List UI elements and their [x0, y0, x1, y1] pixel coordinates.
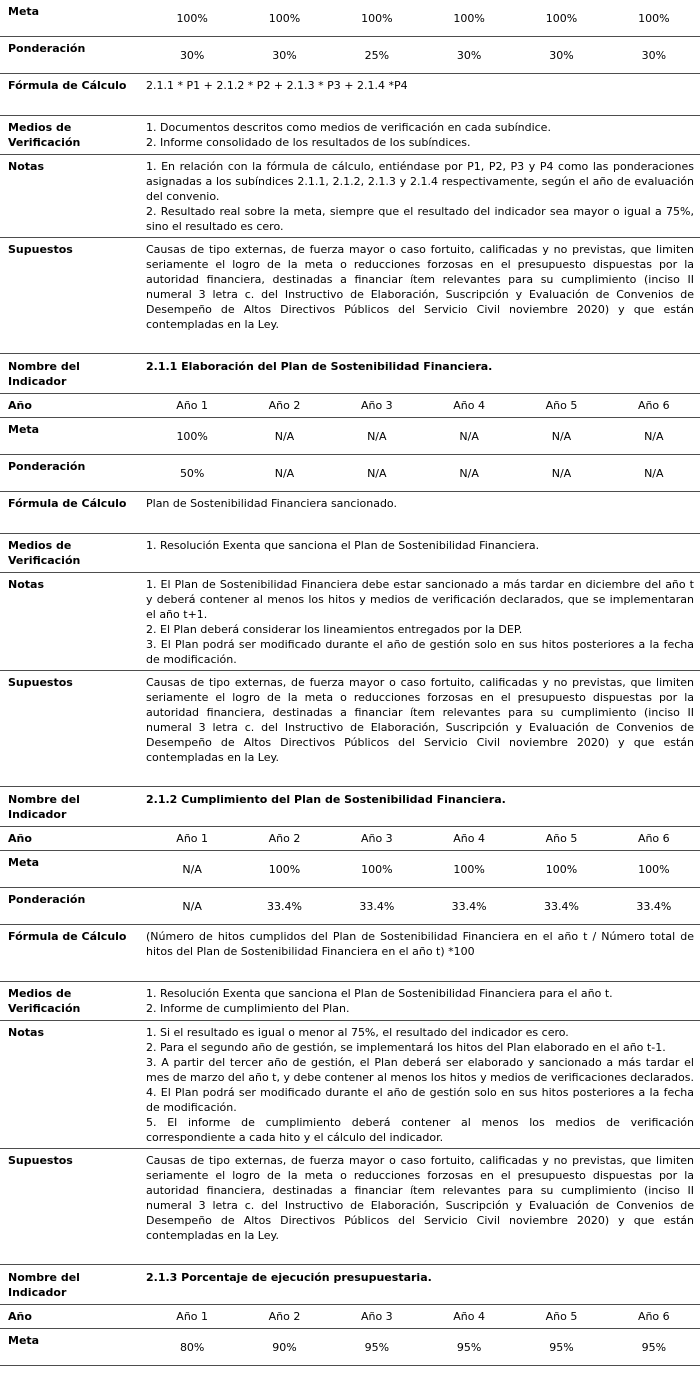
row-label: Ponderación	[8, 893, 86, 906]
table-row	[0, 1265, 700, 1304]
table-row	[0, 826, 700, 850]
value-cell: 33.4%	[544, 900, 579, 913]
row-label: Meta	[8, 5, 40, 18]
value-cell: N/A	[367, 467, 387, 480]
indicator-table	[0, 786, 700, 1246]
indicator-name: 2.1.2 Cumplimiento del Plan de Sostenibilidad Financiera.	[146, 793, 506, 806]
value-cell: N/A	[274, 430, 295, 443]
value-cell: 100%	[268, 863, 301, 876]
row-content	[146, 851, 700, 887]
value-cell: 90%	[272, 1341, 297, 1354]
value-cell: 33.4%	[359, 900, 395, 913]
table-row	[0, 787, 700, 826]
row-content	[146, 1021, 700, 1148]
value-cell: Año 2	[268, 1310, 301, 1323]
value-cell: Año 5	[545, 1310, 578, 1323]
row-content	[146, 0, 700, 36]
value-cell: Año 4	[453, 1310, 486, 1323]
text-line: (Número de hitos cumplidos del Plan de Sostenibilidad Financiera en el año t / Número total de hitos del Plan de Sostenibilidad Financiera en el año t) *100	[146, 930, 694, 958]
row-content	[146, 37, 700, 73]
row-label: Notas	[8, 160, 44, 173]
table-row	[0, 1328, 700, 1365]
indicator-table	[0, 0, 700, 335]
value-cell: 100%	[453, 863, 485, 876]
row-label: Supuestos	[8, 243, 73, 256]
table-row	[0, 237, 700, 335]
row-label: Supuestos	[8, 1154, 73, 1167]
value-cell: Año 6	[637, 832, 670, 845]
value-cell: 30%	[179, 49, 205, 62]
row-label: Fórmula de Cálculo	[8, 497, 127, 510]
value-cell: Año 2	[268, 832, 301, 845]
table-row	[0, 1148, 700, 1246]
value-cell: 33.4%	[267, 900, 302, 913]
table-row	[0, 491, 700, 533]
value-cell: N/A	[182, 863, 202, 876]
value-cell: 100%	[176, 12, 208, 25]
table-row	[0, 354, 700, 393]
value-cell: Año 3	[360, 1310, 393, 1323]
value-cell: 100%	[268, 12, 301, 25]
row-label: Año	[8, 399, 32, 412]
row-label: Notas	[8, 578, 44, 591]
table-row	[0, 850, 700, 887]
row-content	[146, 354, 700, 393]
row-label: Meta	[8, 423, 40, 436]
value-cell: Año 6	[637, 399, 670, 412]
text-line: 2. Informe consolidado de los resultados de los subíndices.	[146, 136, 471, 149]
row-content	[146, 455, 700, 491]
row-content	[146, 238, 700, 335]
text-line: 3. A partir del tercer año de gestión, el Plan deberá ser elaborado y sancionado a más tardar el mes de marzo del año t, y debe contener al menos los hitos y medios de verificaciones declarados.	[146, 1056, 694, 1084]
row-label: Fórmula de Cálculo	[8, 79, 127, 92]
table-row	[0, 393, 700, 417]
indicator-name: 2.1.3 Porcentaje de ejecución presupuestaria.	[146, 1271, 432, 1284]
value-cell: N/A	[367, 430, 387, 443]
table-row	[0, 0, 700, 36]
text-line: 1. Resolución Exenta que sanciona el Plan de Sostenibilidad Financiera para el año t.	[146, 987, 613, 1000]
text-line: 1. Documentos descritos como medios de verificación en cada subíndice.	[146, 121, 551, 134]
row-label: Ponderación	[8, 460, 86, 473]
text-line: 1. El Plan de Sostenibilidad Financiera debe estar sancionado a más tardar en diciembre del año t y deberá contener al menos los hitos y medios de verificación declarados, que se implementaran el año t+1.	[146, 578, 694, 621]
text-line: 3. El Plan podrá ser modificado durante el año de gestión solo en sus hitos posteriores a la fecha de modificación.	[146, 638, 694, 666]
text-line: 2. El Plan deberá considerar los lineamientos entregados por la DEP.	[146, 623, 523, 636]
value-cell: 100%	[638, 863, 670, 876]
text-line: 1. En relación con la fórmula de cálculo, entiéndase por P1, P2, P3 y P4 como las ponderaciones asignadas a los subíndices 2.1.1, 2.1.2, 2.1.3 y 2.1.4 respectivamente, según el año de evaluación del convenio.	[146, 160, 694, 203]
value-cell: 95%	[364, 1341, 390, 1354]
text-line: 2. Resultado real sobre la meta, siempre que el resultado del indicador sea mayor o igual a 75%, sino el resultado es cero.	[146, 205, 694, 233]
table-row	[0, 36, 700, 73]
row-content	[146, 74, 700, 115]
value-cell: 95%	[456, 1341, 482, 1354]
row-label: Medios de Verificación	[8, 539, 81, 567]
row-label: Año	[8, 1310, 32, 1323]
value-cell: N/A	[459, 430, 479, 443]
value-cell: Año 1	[176, 832, 209, 845]
value-cell: 30%	[549, 49, 574, 62]
value-cell: Año 5	[545, 832, 578, 845]
text-line: 4. El Plan podrá ser modificado durante el año de gestión solo en sus hitos posteriores a la fecha de modificación.	[146, 1086, 694, 1114]
text-line: Plan de Sostenibilidad Financiera sancionado.	[146, 497, 397, 510]
text-line: 2. Para el segundo año de gestión, se implementará los hitos del Plan elaborado en el año t-1.	[146, 1041, 666, 1054]
row-label: Meta	[8, 1334, 40, 1347]
row-content	[146, 925, 700, 981]
table-row	[0, 1304, 700, 1328]
row-label: Medios de Verificación	[8, 987, 81, 1015]
text-line: Causas de tipo externas, de fuerza mayor o caso fortuito, calificadas y no previstas, que limiten seriamente el logro de la meta o reducciones forzosas en el presupuesto dispuestas por la autoridad financiera, destinadas a financiar ítem relevantes para su cumplimiento (inciso II numeral 3 letra c. del Instructivo de Elaboración, Suscripción y Evaluación de Convenios de Desempeño de Altos Directivos Públicos del Servicio Civil noviembre 2020) y que están contempladas en la Ley.	[146, 243, 694, 331]
row-label: Nombre del Indicador	[8, 793, 80, 821]
row-label: Año	[8, 832, 32, 845]
table-row	[0, 887, 700, 924]
value-cell: 100%	[176, 430, 208, 443]
row-content	[146, 418, 700, 454]
table-row	[0, 981, 700, 1020]
value-cell: 100%	[361, 12, 393, 25]
row-content	[146, 573, 700, 670]
value-cell: 30%	[641, 49, 667, 62]
table-row	[0, 1020, 700, 1148]
value-cell: 100%	[638, 12, 670, 25]
text-line: 1. Si el resultado es igual o menor al 75%, el resultado del indicador es cero.	[146, 1026, 569, 1039]
value-cell: 100%	[545, 12, 578, 25]
row-content	[146, 116, 700, 154]
row-content	[146, 787, 700, 826]
value-cell: 33.4%	[636, 900, 672, 913]
indicator-table	[0, 1264, 700, 1366]
text-line: Causas de tipo externas, de fuerza mayor o caso fortuito, calificadas y no previstas, que limiten seriamente el logro de la meta o reducciones forzosas en el presupuesto dispuestas por la autoridad financiera, destinadas a financiar ítem relevantes para su cumplimiento (inciso II numeral 3 letra c. del Instructivo de Elaboración, Suscripción y Evaluación de Convenios de Desempeño de Altos Directivos Públicos del Servicio Civil noviembre 2020) y que están contempladas en la Ley.	[146, 1154, 694, 1242]
row-content	[146, 394, 700, 417]
value-cell: 95%	[641, 1341, 667, 1354]
value-cell: Año 3	[360, 399, 393, 412]
value-cell: 50%	[179, 467, 205, 480]
table-row	[0, 73, 700, 115]
row-label: Supuestos	[8, 676, 73, 689]
row-content	[146, 1265, 700, 1304]
row-content	[146, 492, 700, 533]
row-content	[146, 1305, 700, 1328]
value-cell: Año 3	[360, 832, 393, 845]
value-cell: N/A	[644, 430, 664, 443]
value-cell: 100%	[361, 863, 393, 876]
row-content	[146, 671, 700, 768]
value-cell: 100%	[545, 863, 578, 876]
value-cell: 80%	[179, 1341, 205, 1354]
row-label: Medios de Verificación	[8, 121, 81, 149]
value-cell: N/A	[459, 467, 479, 480]
table-row	[0, 454, 700, 491]
value-cell: N/A	[644, 467, 664, 480]
row-content	[146, 888, 700, 924]
row-content	[146, 1329, 700, 1365]
text-line: 2.1.1 * P1 + 2.1.2 * P2 + 2.1.3 * P3 + 2.1.4 *P4	[146, 79, 408, 92]
value-cell: Año 1	[176, 399, 209, 412]
row-label: Nombre del Indicador	[8, 360, 80, 388]
text-line: 1. Resolución Exenta que sanciona el Plan de Sostenibilidad Financiera.	[146, 539, 540, 552]
table-row	[0, 115, 700, 154]
value-cell: 30%	[272, 49, 297, 62]
row-label: Notas	[8, 1026, 44, 1039]
table-row	[0, 572, 700, 670]
table-row	[0, 924, 700, 981]
value-cell: N/A	[274, 467, 295, 480]
row-label: Ponderación	[8, 42, 86, 55]
row-content	[146, 1149, 700, 1246]
row-content	[146, 155, 700, 237]
value-cell: Año 2	[268, 399, 301, 412]
row-content	[146, 534, 700, 572]
row-content	[146, 827, 700, 850]
value-cell: 100%	[453, 12, 485, 25]
indicator-table	[0, 353, 700, 768]
table-row	[0, 670, 700, 768]
value-cell: 95%	[549, 1341, 574, 1354]
row-label: Meta	[8, 856, 40, 869]
indicator-name: 2.1.1 Elaboración del Plan de Sostenibilidad Financiera.	[146, 360, 493, 373]
text-line: 2. Informe de cumplimiento del Plan.	[146, 1002, 350, 1015]
value-cell: Año 4	[453, 832, 486, 845]
value-cell: N/A	[551, 467, 572, 480]
value-cell: Año 6	[637, 1310, 670, 1323]
table-row	[0, 533, 700, 572]
table-row	[0, 154, 700, 237]
value-cell: 30%	[456, 49, 482, 62]
value-cell: Año 5	[545, 399, 578, 412]
value-cell: Año 4	[453, 399, 486, 412]
row-label: Nombre del Indicador	[8, 1271, 80, 1299]
value-cell: Año 1	[176, 1310, 209, 1323]
value-cell: N/A	[182, 900, 202, 913]
table-row	[0, 417, 700, 454]
row-content	[146, 982, 700, 1020]
value-cell: N/A	[551, 430, 572, 443]
row-label: Fórmula de Cálculo	[8, 930, 127, 943]
value-cell: 25%	[364, 49, 390, 62]
value-cell: 33.4%	[451, 900, 487, 913]
text-line: 5. El informe de cumplimiento deberá contener al menos los medios de verificación correspondiente a cada hito y el cálculo del indicador.	[146, 1116, 694, 1144]
text-line: Causas de tipo externas, de fuerza mayor o caso fortuito, calificadas y no previstas, que limiten seriamente el logro de la meta o reducciones forzosas en el presupuesto dispuestas por la autoridad financiera, destinadas a financiar ítem relevantes para su cumplimiento (inciso II numeral 3 letra c. del Instructivo de Elaboración, Suscripción y Evaluación de Convenios de Desempeño de Altos Directivos Públicos del Servicio Civil noviembre 2020) y que están contempladas en la Ley.	[146, 676, 694, 764]
